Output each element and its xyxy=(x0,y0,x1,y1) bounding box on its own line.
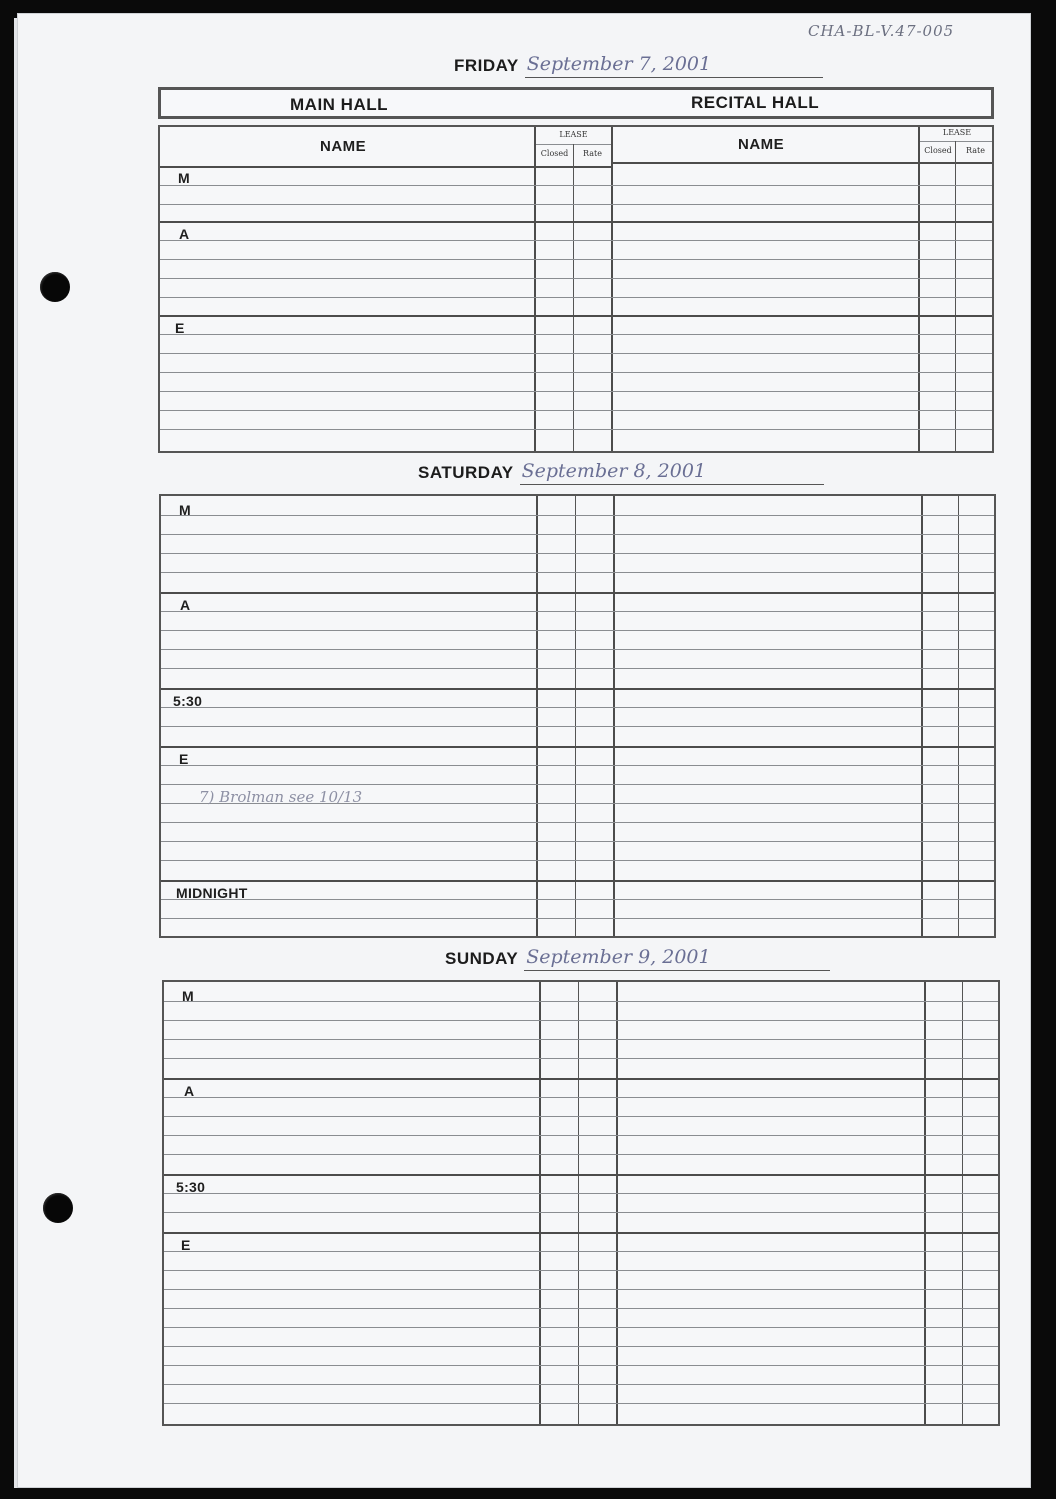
recital-hall-label: RECITAL HALL xyxy=(691,93,820,112)
main-closed-header: Closed xyxy=(540,149,569,158)
section-label-afternoon: A xyxy=(179,226,190,242)
punch-hole-top xyxy=(40,272,70,302)
recital-rate-header: Rate xyxy=(966,146,985,155)
handwritten-date: September 9, 2001 xyxy=(524,946,830,971)
section-label-morning: M xyxy=(178,170,190,186)
section-label-evening: E xyxy=(181,1237,191,1253)
saturday-grid xyxy=(159,494,996,938)
day-title-sunday xyxy=(445,941,830,971)
friday-grid xyxy=(158,125,994,453)
section-label-morning: M xyxy=(179,502,191,518)
recital-hall-name-header: NAME xyxy=(738,136,785,153)
main-hall-name-header: NAME xyxy=(320,138,367,155)
main-rate-header: Rate xyxy=(583,149,602,158)
section-label-530: 5:30 xyxy=(176,1179,206,1195)
punch-hole-bottom xyxy=(43,1193,73,1223)
section-label-afternoon: A xyxy=(184,1083,195,1099)
day-title-friday xyxy=(454,48,823,78)
day-name: SATURDAY xyxy=(418,463,514,482)
recital-closed-header: Closed xyxy=(924,146,952,155)
section-label-530: 5:30 xyxy=(173,693,203,709)
main-lease-header: LEASE xyxy=(559,130,588,139)
day-title-saturday xyxy=(418,455,824,485)
sunday-grid xyxy=(162,980,1000,1426)
section-label-morning: M xyxy=(182,988,194,1004)
reference-code: CHA-BL-V.47-005 xyxy=(808,22,955,40)
handwritten-date: September 7, 2001 xyxy=(525,53,823,78)
section-label-afternoon: A xyxy=(180,597,191,613)
day-name: SUNDAY xyxy=(445,949,519,968)
day-name: FRIDAY xyxy=(454,56,519,75)
recital-lease-header: LEASE xyxy=(942,128,972,137)
hall-header-bar xyxy=(158,87,994,119)
handwritten-date: September 8, 2001 xyxy=(520,460,824,485)
section-label-evening: E xyxy=(179,751,189,767)
section-label-evening: E xyxy=(175,320,185,336)
section-label-midnight: MIDNIGHT xyxy=(176,885,248,901)
main-hall-label: MAIN HALL xyxy=(290,95,388,114)
handwritten-note: 7) Brolman see 10/13 xyxy=(199,788,363,806)
